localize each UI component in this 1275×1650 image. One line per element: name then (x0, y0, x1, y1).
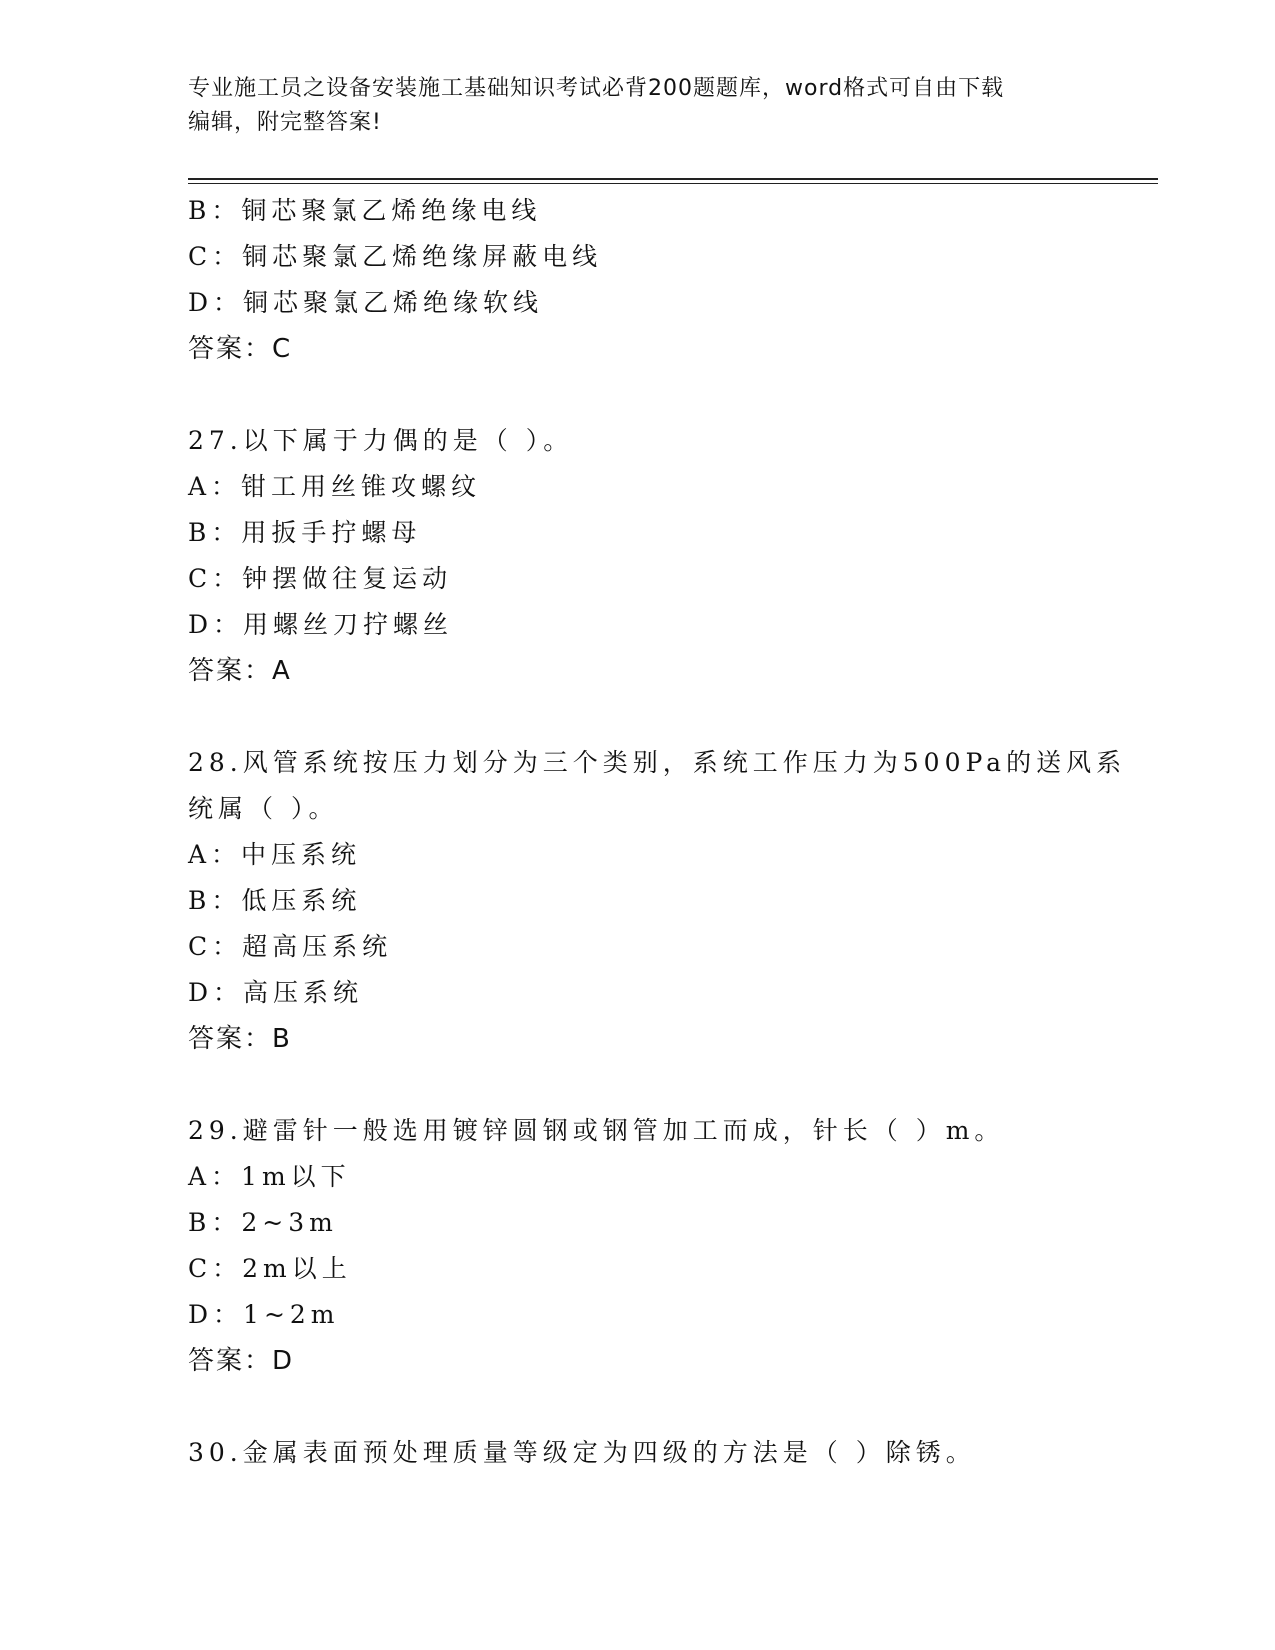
option-c: C：2m以上 (188, 1254, 352, 1283)
answer: 答案：D (188, 1346, 295, 1376)
answer: 答案：C (188, 334, 293, 364)
question-block-29 (188, 1108, 1088, 1384)
option-a: A：1m以下 (188, 1162, 351, 1191)
header-title-line2: 编辑，附完整答案! (188, 110, 382, 135)
document-header (188, 72, 1068, 140)
option-c: C：钟摆做往复运动 (188, 564, 453, 593)
answer: 答案：B (188, 1024, 292, 1054)
question-block-28 (188, 740, 1127, 1062)
option-c: C：超高压系统 (188, 932, 393, 961)
document-body (188, 188, 1127, 1476)
answer: 答案：A (188, 656, 292, 686)
option-b: B：低压系统 (188, 886, 362, 915)
question-block-27 (188, 418, 1088, 694)
header-title-line1: 专业施工员之设备安装施工基础知识考试必背200题题库，word格式可自由下载 (188, 76, 1005, 101)
option-d: D：用螺丝刀拧螺丝 (188, 610, 454, 639)
header-divider (188, 178, 1158, 180)
option-b: B：铜芯聚氯乙烯绝缘电线 (188, 196, 542, 225)
option-c: C：铜芯聚氯乙烯绝缘屏蔽电线 (188, 242, 603, 271)
option-d: D：1~2m (188, 1300, 340, 1329)
question-text: 29.避雷针一般选用镀锌圆钢或钢管加工而成，针长（ ）m。 (188, 1116, 1005, 1145)
question-text-line2: 统属（ ）。 (188, 794, 339, 823)
question-text: 30.金属表面预处理质量等级定为四级的方法是（ ）除锈。 (188, 1438, 976, 1467)
option-b: B：用扳手拧螺母 (188, 518, 422, 547)
question-text: 27.以下属于力偶的是（ ）。 (188, 426, 574, 455)
option-b: B：2~3m (188, 1208, 338, 1237)
header-divider-thin (188, 183, 1158, 184)
question-block-26 (188, 188, 1088, 372)
option-d: D：铜芯聚氯乙烯绝缘软线 (188, 288, 544, 317)
question-text-line1: 28.风管系统按压力划分为三个类别，系统工作压力为500Pa的送风系 (188, 748, 1127, 777)
option-a: A：中压系统 (188, 840, 362, 869)
option-d: D：高压系统 (188, 978, 364, 1007)
question-block-30 (188, 1430, 1088, 1476)
option-a: A：钳工用丝锥攻螺纹 (188, 472, 482, 501)
